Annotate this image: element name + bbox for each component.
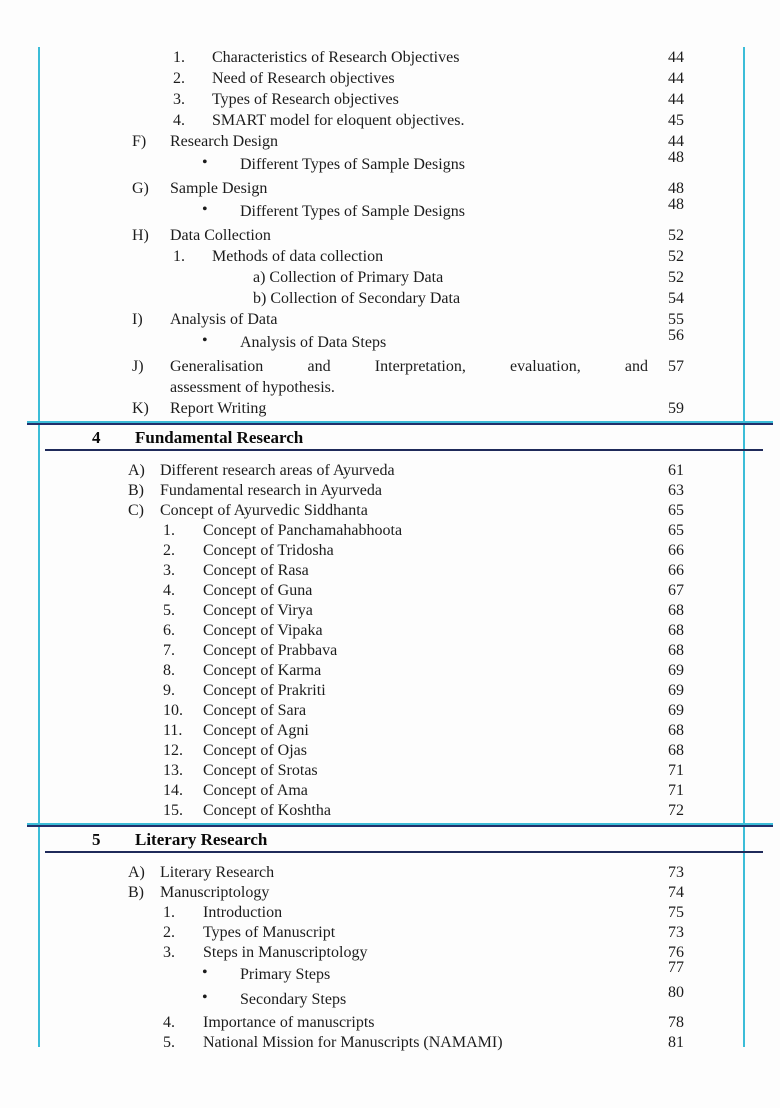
row-marker: 7. bbox=[163, 642, 175, 659]
row-text: Concept of Agni bbox=[203, 722, 309, 739]
row-text: Importance of manuscripts bbox=[203, 1014, 375, 1031]
page-number: 76 bbox=[668, 944, 684, 961]
row-text: Report Writing bbox=[170, 400, 267, 417]
row-marker: 3. bbox=[163, 944, 175, 961]
row-text: Different Types of Sample Designs bbox=[240, 156, 465, 173]
bullet-icon: • bbox=[202, 964, 208, 981]
toc-row bbox=[90, 943, 690, 963]
page-number: 65 bbox=[668, 522, 684, 539]
row-text: Fundamental research in Ayurveda bbox=[160, 482, 383, 499]
toc-row bbox=[90, 461, 690, 481]
row-text: Analysis of Data Steps bbox=[240, 334, 387, 351]
toc-row bbox=[90, 398, 690, 419]
page-number: 71 bbox=[668, 762, 684, 779]
toc-row bbox=[90, 541, 690, 561]
row-text-line: Generalisation and Interpretation, evaluation, and bbox=[170, 358, 648, 375]
toc-row bbox=[90, 701, 690, 721]
page-number: 74 bbox=[668, 884, 684, 901]
row-text: Primary Steps bbox=[240, 966, 331, 983]
page-number: 56 bbox=[668, 327, 684, 344]
row-text: Different Types of Sample Designs bbox=[240, 203, 465, 220]
toc-row bbox=[90, 641, 690, 661]
page-number: 61 bbox=[668, 462, 684, 479]
row-text: Concept of Panchamahabhoota bbox=[203, 522, 403, 539]
row-marker: 3. bbox=[173, 91, 185, 108]
row-text: Concept of Karma bbox=[203, 662, 322, 679]
toc-row bbox=[90, 288, 690, 309]
left-border-rule bbox=[38, 47, 40, 1047]
page-number: 71 bbox=[668, 782, 684, 799]
row-marker: 1. bbox=[163, 522, 175, 539]
page-number: 55 bbox=[668, 311, 684, 328]
row-marker: H) bbox=[132, 227, 149, 244]
toc-section bbox=[90, 421, 690, 821]
section-header bbox=[90, 427, 690, 449]
bullet-icon: • bbox=[202, 201, 208, 218]
page-number: 68 bbox=[668, 742, 684, 759]
row-marker: 1. bbox=[173, 49, 185, 66]
row-text: Data Collection bbox=[170, 227, 271, 244]
page-number: 72 bbox=[668, 802, 684, 819]
row-text: Introduction bbox=[203, 904, 283, 921]
page-number: 75 bbox=[668, 904, 684, 921]
page-number: 52 bbox=[668, 227, 684, 244]
section-title: Fundamental Research bbox=[135, 428, 304, 447]
row-text-line: assessment of hypothesis. bbox=[170, 379, 335, 396]
row-text: Steps in Manuscriptology bbox=[203, 944, 368, 961]
section-divider bbox=[27, 421, 773, 425]
row-text: Different research areas of Ayurveda bbox=[160, 462, 395, 479]
row-text: a) Collection of Primary Data bbox=[253, 269, 444, 286]
row-marker: 3. bbox=[163, 562, 175, 579]
toc-row bbox=[90, 721, 690, 741]
toc-row bbox=[90, 309, 690, 330]
row-text: Concept of Koshtha bbox=[203, 802, 331, 819]
toc-section bbox=[90, 47, 690, 419]
toc-row bbox=[90, 149, 690, 178]
toc-row bbox=[90, 959, 690, 988]
toc-row bbox=[90, 267, 690, 288]
row-text: Sample Design bbox=[170, 180, 268, 197]
toc-row bbox=[90, 225, 690, 246]
page-number: 45 bbox=[668, 112, 684, 129]
toc-row bbox=[90, 661, 690, 681]
bullet-icon: • bbox=[202, 332, 208, 349]
row-marker: 11. bbox=[163, 722, 183, 739]
toc-row bbox=[90, 581, 690, 601]
row-marker: C) bbox=[128, 502, 144, 519]
row-text: Research Design bbox=[170, 133, 278, 150]
row-text: Concept of Srotas bbox=[203, 762, 318, 779]
page-number: 78 bbox=[668, 1014, 684, 1031]
row-text: Concept of Prabbava bbox=[203, 642, 338, 659]
spacer bbox=[90, 451, 690, 461]
row-text: Concept of Virya bbox=[203, 602, 313, 619]
row-text: Types of Manuscript bbox=[203, 924, 336, 941]
toc-row bbox=[90, 561, 690, 581]
row-marker: J) bbox=[132, 358, 144, 375]
section-title: Literary Research bbox=[135, 830, 268, 849]
row-text: Concept of Ayurvedic Siddhanta bbox=[160, 502, 368, 519]
toc-row bbox=[90, 481, 690, 501]
toc-row bbox=[90, 1013, 690, 1033]
row-text: Literary Research bbox=[160, 864, 275, 881]
page-number: 73 bbox=[668, 924, 684, 941]
row-marker: 15. bbox=[163, 802, 183, 819]
right-border-rule bbox=[743, 47, 745, 1047]
row-marker: B) bbox=[128, 884, 144, 901]
toc-row bbox=[90, 903, 690, 923]
section-number: 5 bbox=[92, 830, 101, 849]
page-number: 48 bbox=[668, 180, 684, 197]
page-number: 63 bbox=[668, 482, 684, 499]
page-number: 68 bbox=[668, 642, 684, 659]
toc-row bbox=[90, 89, 690, 110]
row-marker: 12. bbox=[163, 742, 183, 759]
toc-content bbox=[90, 47, 690, 1053]
toc-row bbox=[90, 1033, 690, 1053]
row-marker: F) bbox=[132, 133, 147, 150]
toc-row bbox=[90, 883, 690, 903]
page-number: 68 bbox=[668, 602, 684, 619]
toc-row bbox=[90, 621, 690, 641]
toc-row bbox=[90, 781, 690, 801]
toc-row bbox=[90, 356, 690, 398]
row-text: Concept of Ojas bbox=[203, 742, 307, 759]
row-text: Characteristics of Research Objectives bbox=[212, 49, 460, 66]
page-number: 67 bbox=[668, 582, 684, 599]
toc-row bbox=[90, 327, 690, 356]
page-number: 44 bbox=[668, 133, 684, 150]
bullet-icon: • bbox=[202, 154, 208, 171]
toc-row bbox=[90, 178, 690, 199]
toc-row bbox=[90, 681, 690, 701]
page-number: 52 bbox=[668, 248, 684, 265]
row-marker: 1. bbox=[163, 904, 175, 921]
page-number: 68 bbox=[668, 622, 684, 639]
row-marker: 5. bbox=[163, 602, 175, 619]
row-marker: 9. bbox=[163, 682, 175, 699]
page-number: 44 bbox=[668, 49, 684, 66]
page-number: 80 bbox=[668, 984, 684, 1001]
row-marker: 2. bbox=[173, 70, 185, 87]
row-text: Concept of Tridosha bbox=[203, 542, 334, 559]
row-marker: 5. bbox=[163, 1034, 175, 1051]
page-number: 44 bbox=[668, 91, 684, 108]
row-marker: 14. bbox=[163, 782, 183, 799]
toc-row bbox=[90, 131, 690, 152]
row-marker: 8. bbox=[163, 662, 175, 679]
row-marker: I) bbox=[132, 311, 143, 328]
toc-row bbox=[90, 741, 690, 761]
row-text: Concept of Vipaka bbox=[203, 622, 323, 639]
row-text: Concept of Rasa bbox=[203, 562, 309, 579]
toc-row bbox=[90, 984, 690, 1013]
row-text: National Mission for Manuscripts (NAMAMI) bbox=[203, 1034, 503, 1051]
row-text: Secondary Steps bbox=[240, 991, 347, 1008]
spacer bbox=[90, 853, 690, 863]
page-number: 54 bbox=[668, 290, 684, 307]
toc-row bbox=[90, 601, 690, 621]
row-marker: K) bbox=[132, 400, 149, 417]
row-text: Types of Research objectives bbox=[212, 91, 399, 108]
row-text: Analysis of Data bbox=[170, 311, 278, 328]
page-number: 59 bbox=[668, 400, 684, 417]
toc-row bbox=[90, 863, 690, 883]
row-text: Concept of Prakriti bbox=[203, 682, 326, 699]
page-number: 69 bbox=[668, 702, 684, 719]
page-number: 48 bbox=[668, 149, 684, 166]
row-text: Manuscriptology bbox=[160, 884, 270, 901]
row-text: Need of Research objectives bbox=[212, 70, 395, 87]
row-text-wrap bbox=[170, 356, 648, 398]
row-marker: 4. bbox=[163, 1014, 175, 1031]
toc-row bbox=[90, 47, 690, 68]
toc-row bbox=[90, 521, 690, 541]
row-marker: 13. bbox=[163, 762, 183, 779]
row-text: SMART model for eloquent objectives. bbox=[212, 112, 465, 129]
row-text: Methods of data collection bbox=[212, 248, 384, 265]
row-marker: B) bbox=[128, 482, 144, 499]
row-marker: 2. bbox=[163, 542, 175, 559]
toc-row bbox=[90, 923, 690, 943]
row-marker: A) bbox=[128, 864, 145, 881]
bullet-icon: • bbox=[202, 989, 208, 1006]
toc-row bbox=[90, 110, 690, 131]
row-marker: 2. bbox=[163, 924, 175, 941]
page-number: 73 bbox=[668, 864, 684, 881]
page-number: 69 bbox=[668, 662, 684, 679]
row-marker: 10. bbox=[163, 702, 183, 719]
page-number: 81 bbox=[668, 1034, 684, 1051]
row-marker: 6. bbox=[163, 622, 175, 639]
toc-row bbox=[90, 246, 690, 267]
row-text: Concept of Sara bbox=[203, 702, 307, 719]
toc-row bbox=[90, 761, 690, 781]
page-number: 48 bbox=[668, 196, 684, 213]
page-number: 66 bbox=[668, 542, 684, 559]
toc-row bbox=[90, 196, 690, 225]
row-marker: 4. bbox=[163, 582, 175, 599]
toc-section bbox=[90, 823, 690, 1053]
section-header bbox=[90, 829, 690, 851]
row-text: Concept of Ama bbox=[203, 782, 308, 799]
toc-row bbox=[90, 501, 690, 521]
page-number: 57 bbox=[668, 358, 684, 375]
row-marker: 1. bbox=[173, 248, 185, 265]
page-number: 52 bbox=[668, 269, 684, 286]
row-marker: 4. bbox=[173, 112, 185, 129]
row-marker: A) bbox=[128, 462, 145, 479]
row-text: b) Collection of Secondary Data bbox=[253, 290, 461, 307]
page-number: 69 bbox=[668, 682, 684, 699]
page-number: 77 bbox=[668, 959, 684, 976]
section-divider bbox=[27, 823, 773, 827]
section-number: 4 bbox=[92, 428, 101, 447]
toc-row bbox=[90, 801, 690, 821]
toc-row bbox=[90, 68, 690, 89]
page-number: 68 bbox=[668, 722, 684, 739]
page-number: 65 bbox=[668, 502, 684, 519]
row-marker: G) bbox=[132, 180, 149, 197]
page-number: 44 bbox=[668, 70, 684, 87]
row-text: Concept of Guna bbox=[203, 582, 313, 599]
page-number: 66 bbox=[668, 562, 684, 579]
